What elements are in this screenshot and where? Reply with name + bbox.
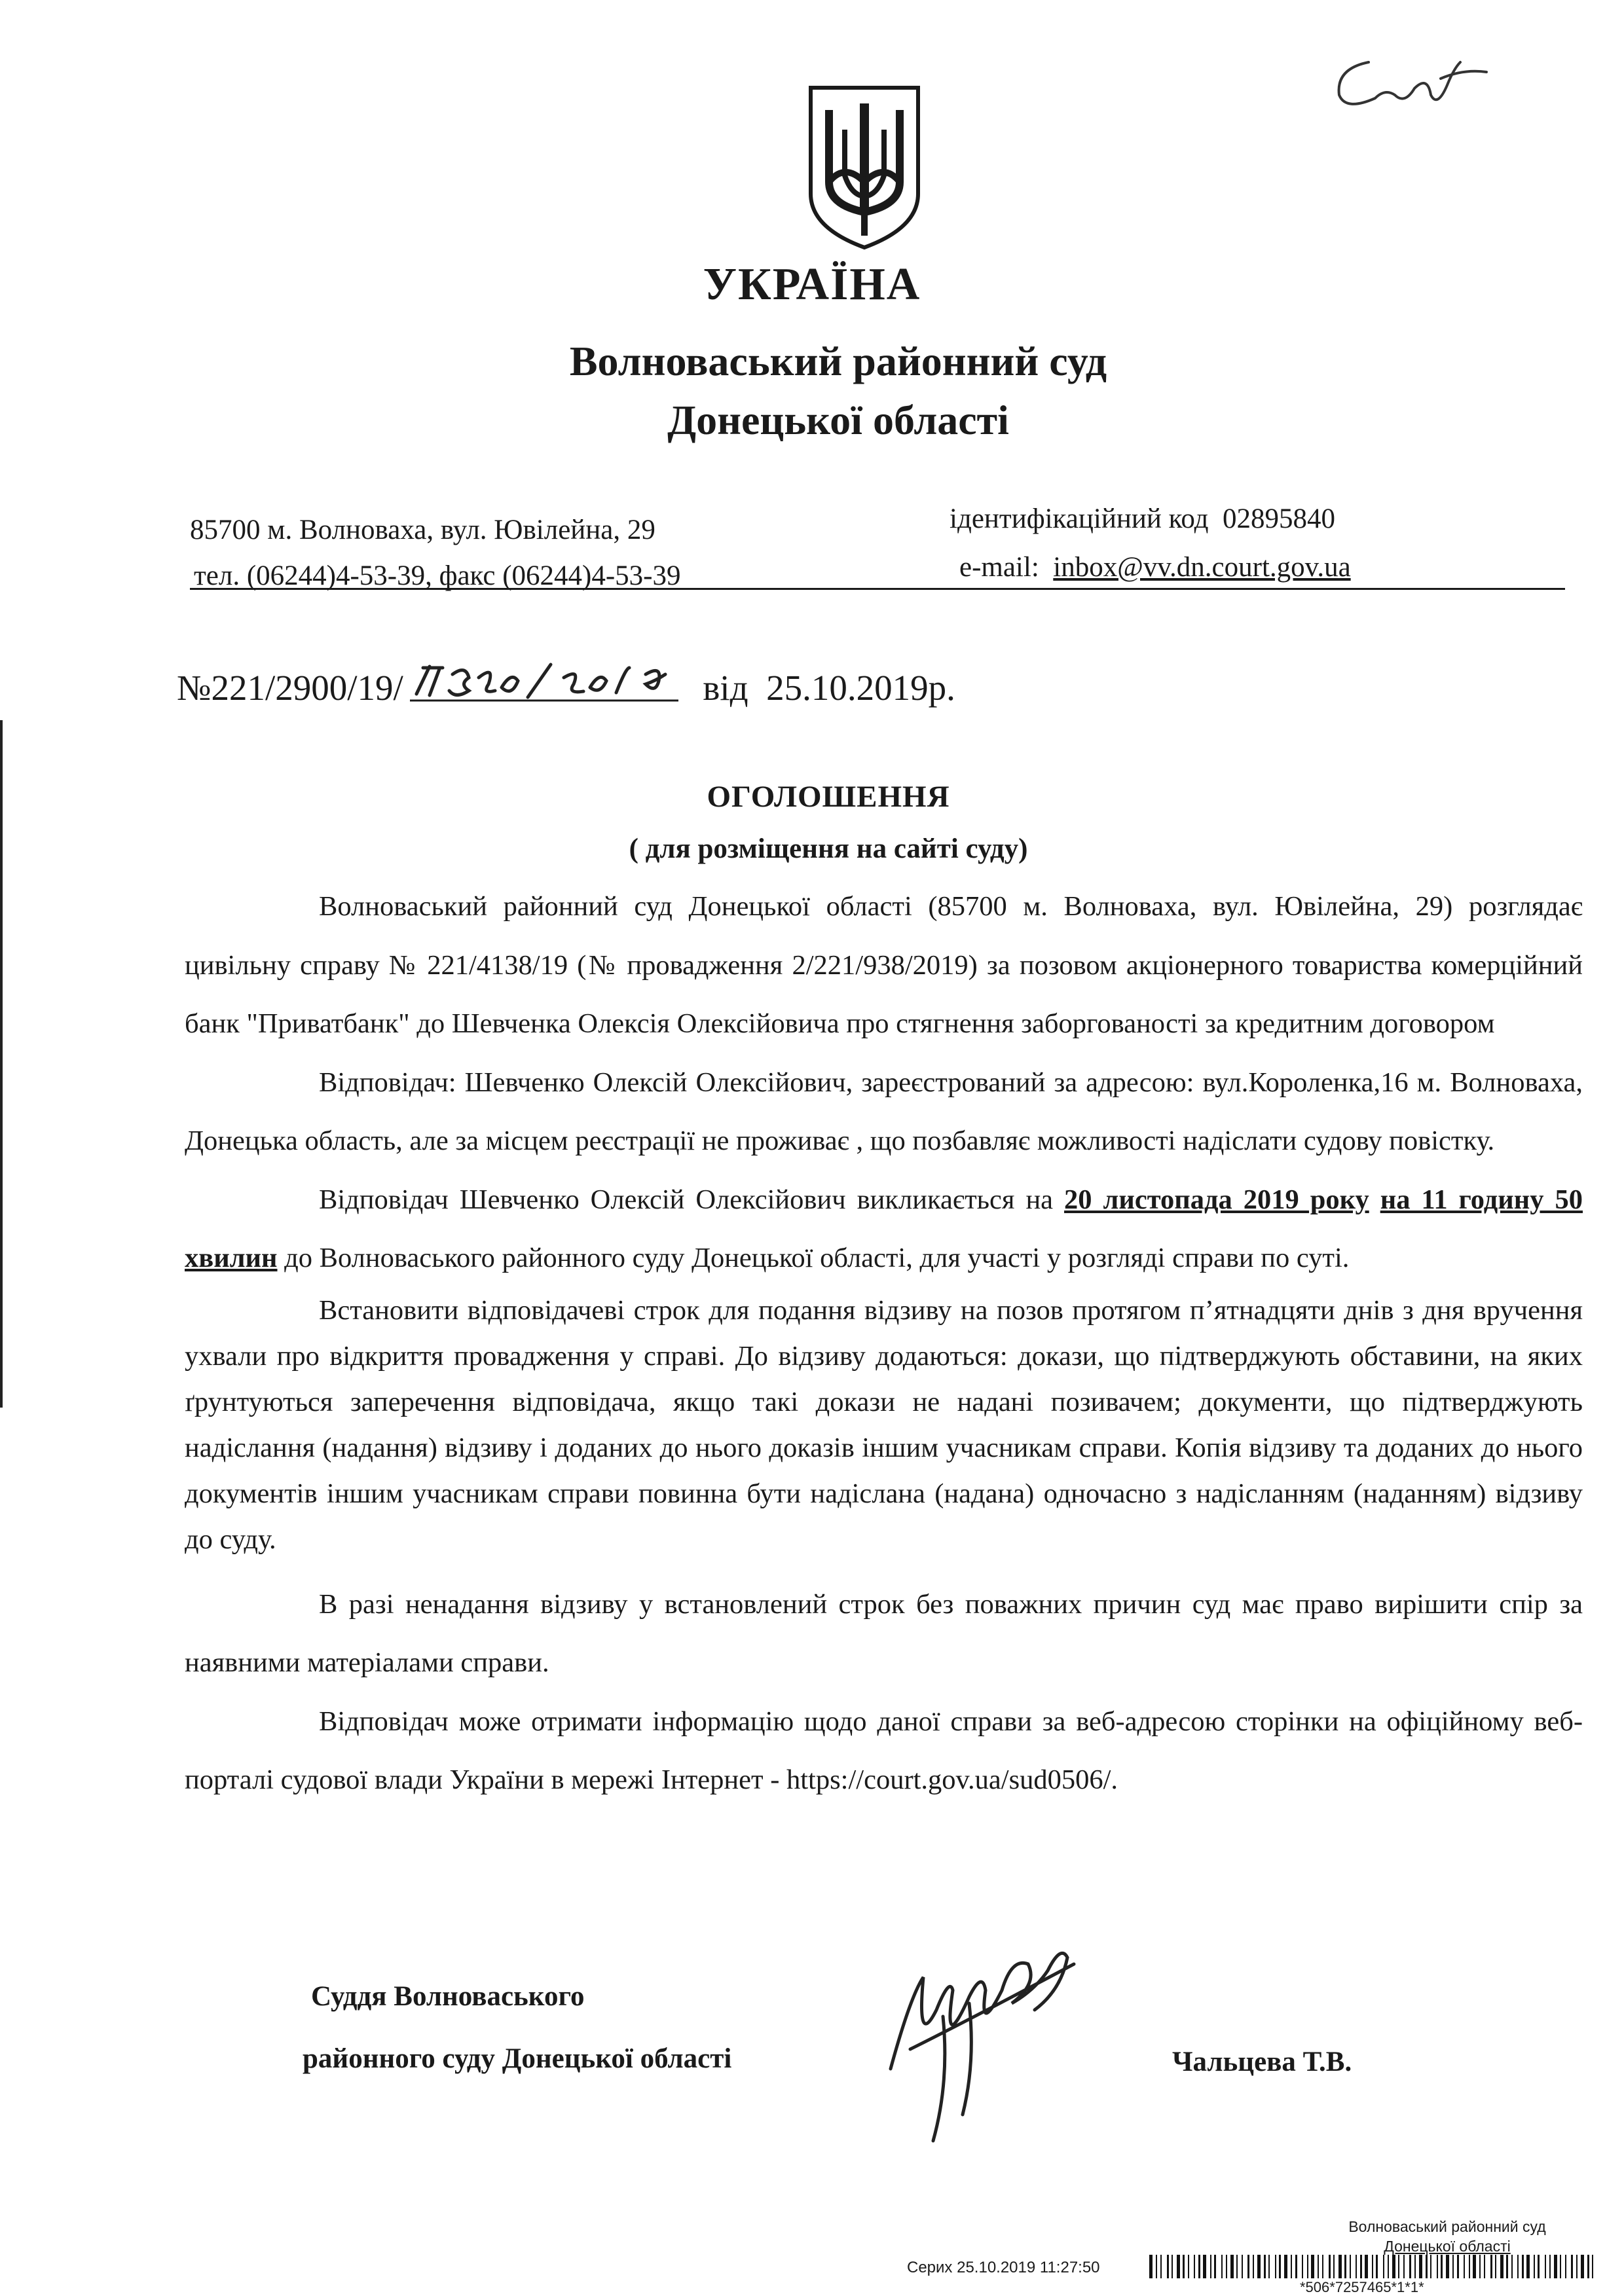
scan-margin-line: [0, 720, 3, 1408]
hearing-date: 20 листопада 2019 року: [1064, 1184, 1369, 1215]
stamp-barcode-text: *506*7257465*1*1*: [1300, 2279, 1424, 2295]
judge-name: Чальцева Т.В.: [1172, 2047, 1352, 2077]
summons-text-start: Відповідач Шевченко Олексій Олексійович викликається на: [319, 1184, 1065, 1215]
court-address: 85700 м. Волноваха, вул. Ювілейна, 29: [190, 515, 655, 545]
stamp-registrar-datetime: Серих 25.10.2019 11:27:50: [907, 2259, 1100, 2276]
id-code-line: [950, 503, 1335, 535]
registration-barcode: [1149, 2255, 1601, 2278]
paragraph-web-info: Відповідач може отримати інформацію щодо даної справи за веб-адресою сторінки на офіційному веб-порталі судової влади України в мережі Інтернет - https://court.gov.ua/sud0506/.: [185, 1705, 1583, 1795]
announcement-title: ОГОЛОШЕННЯ: [707, 780, 950, 814]
court-name-line2: Донецької області: [667, 397, 1009, 443]
reference-number-handwritten: [403, 663, 685, 708]
court-phone-fax: тел. (06244)4-53-39, факс (06244)4-53-39: [194, 560, 681, 591]
trident-coat-of-arms-icon: [805, 84, 923, 251]
paragraph-defendant: Відповідач: Шевченко Олексій Олексійович, зареєстрований за адресою: вул.Короленка,16 м. Волноваха, Донецька область, але за місцем реєстрації не проживає , що позбавляє можливості надіслати судову повістку.: [185, 1066, 1583, 1156]
header-divider: [190, 588, 1565, 590]
judge-position-line2: районного суду Донецької області: [303, 2043, 732, 2074]
announcement-subtitle: ( для розміщення на сайті суду): [629, 833, 1028, 864]
hearing-time: на 11 годину 50 хвилин: [185, 1184, 1583, 1273]
reference-number-printed: №221/2900/19/: [177, 668, 403, 708]
email-link[interactable]: inbox@vv.dn.court.gov.ua: [1053, 552, 1351, 583]
stamp-court-line1: Волноваський районний суд: [1348, 2218, 1546, 2235]
email-label: e-mail:: [959, 552, 1039, 583]
id-code-value: 02895840: [1222, 503, 1335, 534]
country-title: УКРАЇНА: [703, 259, 921, 310]
summons-text-end: до Волноваського районного суду Донецької області, для участі у розгляді справи по суті.: [277, 1243, 1350, 1273]
paragraph-consequences: В разі ненадання відзиву у встановлений строк без поважних причин суд має право вирішити спір за наявними матеріалами справи.: [185, 1588, 1583, 1678]
paragraph-response-deadline: Встановити відповідачеві строк для подання відзиву на позов протягом п’ятнадцяти днів з дня вручення ухвали про відкриття провадження у справі. До відзиву додаються: докази, що підтверджують обставини, на яких ґрунтуються заперечення відповідача, якщо такі докази не надані позивачем; документи, що підтверджують надіслання (надання) відзиву і доданих до нього доказів іншим учасникам справи. Копія відзиву та доданих до нього документів іншим учасникам справи повинна бути надіслана (надана) одночасно з надісланням (наданням) відзиву до суду.: [185, 1294, 1583, 1555]
stamp-court-line2: Донецької області: [1384, 2238, 1511, 2255]
paragraph-case: Волноваський районний суд Донецької області (85700 м. Волноваха, вул. Ювілейна, 29) розглядає цивільну справу № 221/4138/19 (№ провадження 2/221/938/2019) за позовом акціонерного товариства комерційний банк "Приватбанк" до Шевченка Олексія Олексійовича про стягнення заборгованості за кредитним договором: [185, 891, 1583, 1039]
reference-date: 25.10.2019р.: [766, 668, 955, 708]
reference-line: [177, 663, 955, 708]
handwritten-note: [1323, 49, 1493, 124]
announcement-body: [185, 877, 1583, 1810]
email-line: [959, 551, 1351, 583]
court-name-line1: Волноваський районний суд: [569, 338, 1107, 384]
handwritten-signature: [871, 1918, 1087, 2157]
id-code-label: ідентифікаційний код: [950, 503, 1209, 534]
judge-position-line1: Суддя Волноваського: [311, 1981, 585, 2012]
reference-date-label: від: [703, 668, 748, 708]
paragraph-summons: [185, 1171, 1583, 1288]
